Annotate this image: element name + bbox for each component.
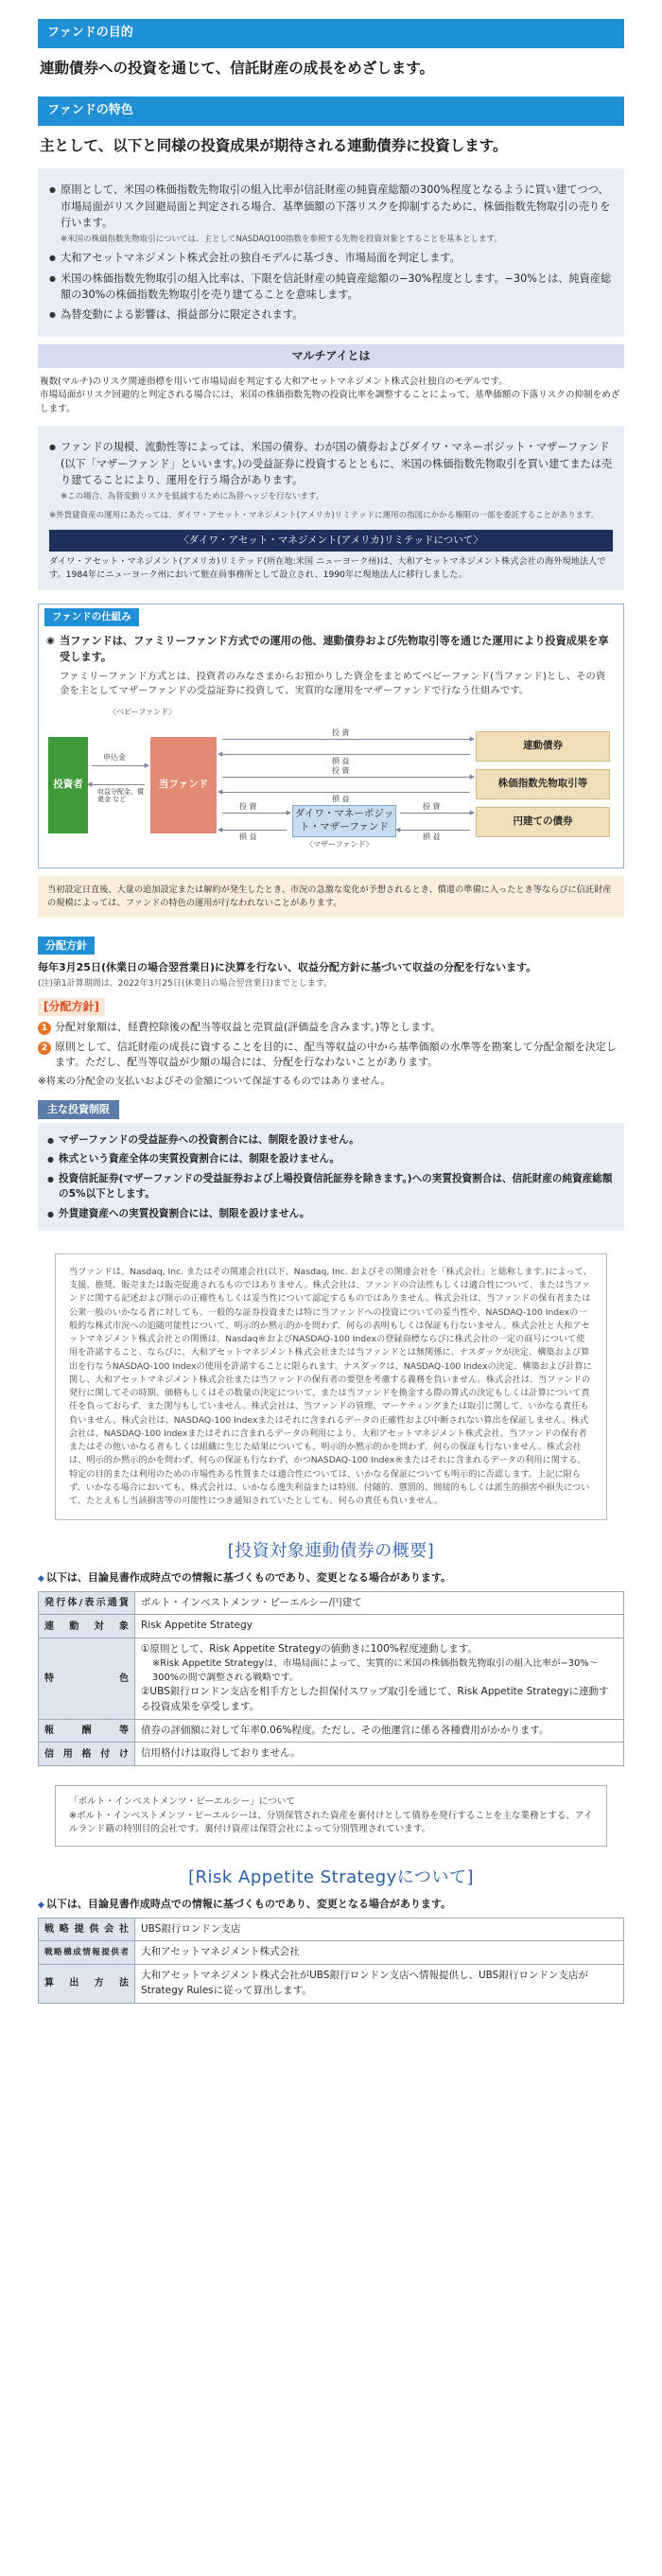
- mechanism-tab: ファンドの仕組み: [44, 608, 139, 626]
- mechanism-desc: ファミリーファンド方式とは、投資者のみなさまからお預かりした資金をまとめてベビーファンド(当ファンド)とし、その資金を主としてマザーファンドの受益証券に投資して、実質的な運用をマザーファンドで行なう仕組みです。: [60, 670, 606, 697]
- distribution-sub: (注)第1計算期間は、2022年3月25日(休業日の場合翌営業日)までとします。: [38, 978, 333, 989]
- distribution-tab: 分配方針: [38, 937, 95, 955]
- ras-table: [38, 1918, 624, 2004]
- feature-bullet: ● 為替変動による影響は、損益部分に限定されます。: [49, 307, 613, 323]
- features-lead: 主として、以下と同様の投資成果が期待される連動債券に投資します。: [40, 136, 508, 154]
- row-key: 戦略提供会社: [39, 1918, 135, 1941]
- mother-fund-label: 〈マザーファンド〉: [305, 839, 374, 849]
- distribution-text: 毎年3月25日(休業日の場合翌営業日)に決算を行ない、収益分配方針に基づいて収益の分配を行ないます。: [38, 961, 537, 974]
- row-value: 大和アセットマネジメント株式会社がUBS銀行ロンドン支店へ情報提供し、UBS銀行ロンドン支店がStrategy Rulesに従って算出します。: [135, 1965, 624, 2004]
- limits-tab: 主な投資制限: [38, 1100, 119, 1119]
- feature-bullet: ● 大和アセットマネジメント株式会社の独自モデルに基づき、市場局面を判定します。: [49, 250, 613, 266]
- bolt-heading: 「ボルト・インベストメンツ・ピーエルシー」について: [69, 1796, 295, 1808]
- table-row: [39, 1615, 624, 1638]
- invest-arrow-1: [222, 739, 470, 740]
- invest-label-2: 投 資: [332, 765, 350, 775]
- limits-box: [38, 1123, 624, 1231]
- row-key: 特色: [39, 1638, 135, 1720]
- fund-scale-bullet: ● ファンドの規模、流動性等によっては、米国の債券、わが国の債券およびダイワ・マネーポジット・マザーファンド(以下「マザーファンド」といいます。)の受益証券に投資するとともに、米国の株価指数先物取引を買い建てまたは売り建てることにより、運用を行う場合があります。: [49, 439, 613, 488]
- subscribe-label: 申込金: [103, 752, 126, 762]
- row-key: 信用格付け: [39, 1743, 135, 1766]
- feature-2: ②UBS銀行ロンドン支店を相手方とした担保付スワップ取引を通じて、Risk Appetite Strategyに連動する投資成果を享受します。: [141, 1686, 609, 1712]
- purpose-lead: 連動債券への投資を通じて、信託財産の成長をめざします。: [40, 59, 434, 77]
- row-value: Risk Appetite Strategy: [135, 1615, 624, 1638]
- distribution-item: [38, 1040, 624, 1071]
- limit-item: ● 株式という資産全体の実質投資割合には、制限を設けません。: [47, 1151, 615, 1166]
- profit-arrow-1: [222, 754, 470, 755]
- profit-arrow-3: [222, 830, 287, 831]
- feature-1-note: ※Risk Appetite Strategyは、市場局面によって、実質的に米国の株価指数先物取引の組入比率が−30%〜300%の間で調整される戦略です。: [152, 1657, 599, 1683]
- mechanism-box: [38, 604, 624, 868]
- limit-item: ● 外貨建資産への実質投資割合には、制限を設けません。: [47, 1206, 615, 1221]
- profit-arrow-2: [222, 792, 470, 793]
- row-key: 報酬等: [39, 1719, 135, 1743]
- mother-fund-box: ダイワ・マネーポジット・マザーファンド: [292, 805, 396, 837]
- item-number: 1: [38, 1022, 51, 1035]
- nasdaq-disclaimer: 当ファンドは、Nasdaq, Inc. またはその関連会社(以下、Nasdaq, Inc. およびその関連会社を「株式会社」と総称します。)によって、支援、推奨、販売または販売促進されるものではありません。株式会社は、ファンドの合法性もしくは適合性について、または当ファンドに関する記述および開示の正確性もしくは妥当性について認定するものではありません。株式会社は、当ファンドの保有者または公衆一般のいかなる者に対しても、一般的な証券投資または特に当ファンドへの投資についての妥当性や、NASDAQ-100 Indexの一般的な株式市況への追随可能性について、明示的か黙示的かを問わず、何らの表明もしくは保証も行ないません。株式会社と大和アセットマネジメント株式会社との関係は、Nasdaq®およびNASDAQ-100 Indexの登録商標ならびに株式会社の一定の商号について使用を許諾すること、ならびに、大和アセットマネジメント株式会社または当ファンドとは無関係に、ナスダックが決定、構築および算出を行なうNASDAQ-100 Indexの使用を許諾することに限られます。ナスダックは、NASDAQ-100 Indexの決定、構築および計算に関し、大和アセットマネジメント株式会社または当ファンドの保有者の要望を考慮する義務を負いません。株式会社は、当ファンドの発行に関してその時期、価格もしくはその数量の決定について、または当ファンドを換金する際の算式の決定もしくは計算について責任を負っておらず、また関与もしていません。株式会社は、当ファンドの管理、マーケティングまたは取引に関して、いかなる責任も負いません。株式会社は、NASDAQ-100 Indexまたはそれに含まれるデータの正確性および中断されない算出を保証しません。株式会社は、NASDAQ-100 Indexまたはそれに含まれるデータの利用により、大和アセットマネジメント株式会社、当ファンドの保有者またはその他いかなる者もしくは組織に生じた結果についても、明示的か黙示的かを問わず、何らの保証も行ないません。株式会社は、明示的か黙示的かを問わず、何らの保証も行なわず、かつNASDAQ-100 Index®またはそれに含まれるデータの利用に関する、特定の目的または利用のための市場性ある性質または適合性については、いかなる保証についても明示的に否認します。上記に限らず、いかなる場合においても、株式会社は、いかなる逸失利益または特別、付随的、懲罰的、間接的もしくは派生的損害や損失について、たとえもし当該損害等の可能性につき通知されていたとしても、何らの責任も負いません。: [55, 1253, 607, 1521]
- table-row: [39, 1638, 624, 1720]
- multi-i-text: [38, 372, 624, 420]
- feature-1: ①原則として、Risk Appetite Strategyの値動きに100%程度連動します。: [141, 1643, 478, 1656]
- item-text: 原則として、信託財産の成長に資することを目的に、配当等収益の中から基準価額の水準等を勘案して分配金額を決定します。ただし、配当等収益が少額の場合には、分配を行なわないことがあります。: [55, 1040, 617, 1069]
- row-value-features: [135, 1638, 624, 1720]
- invest-label-1: 投 資: [332, 727, 350, 737]
- mechanism-bullet: ◉ 当ファンドは、ファミリーファンド方式での運用の他、連動債券および先物取引等を通じた運用により投資成果を享受します。: [39, 630, 623, 668]
- feature-note: ※米国の株価指数先物取引については、主としてNASDAQ100指数を参照する先物を投資対象とすることを基本とします。: [61, 235, 502, 245]
- invest-arrow-4: [400, 813, 470, 814]
- table-row: [39, 1965, 624, 2004]
- family-fund-diagram: [48, 707, 614, 858]
- row-key: 連動対象: [39, 1615, 135, 1638]
- multi-i-heading: マルチアイとは: [38, 344, 624, 368]
- row-key: 算出方法: [39, 1965, 135, 2004]
- baby-fund-label: 〈ベビーファンド〉: [109, 707, 177, 716]
- table-row: [39, 1743, 624, 1766]
- invest-arrow-2: [222, 777, 470, 778]
- redeem-arrow: [92, 784, 145, 785]
- asset-yen-bond: 円建ての債券: [476, 807, 610, 837]
- asset-futures: 株価指数先物取引等: [476, 769, 610, 799]
- distribution-item: [38, 1020, 624, 1036]
- external-manager-note: ※外貨建資産の運用にあたっては、ダイワ・アセット・マネジメント(アメリカ)リミテッドに運用の指図にかかる権限の一部を委託することがあります。: [49, 511, 600, 521]
- invest-label-3: 投 資: [239, 801, 257, 811]
- row-key: 戦略構成情報提供者: [39, 1941, 135, 1965]
- limit-item: ● マザーファンドの受益証券への投資割合には、制限を設けません。: [47, 1132, 615, 1148]
- multi-i-text-2: 市場局面がリスク回避的と判定される場合には、米国の株価指数先物の投資比率を調整することによって、基準価額の下落リスクの抑制をめざします。: [40, 390, 620, 414]
- row-value: ボルト・インベストメンツ・ピーエルシー/円建て: [135, 1591, 624, 1615]
- row-value: UBS銀行ロンドン支店: [135, 1918, 624, 1941]
- bond-overview-title: [投資対象連動債券の概要]: [227, 1541, 435, 1562]
- row-value: 信用格付けは取得しておりません。: [135, 1743, 624, 1766]
- bond-overview-table: [38, 1591, 624, 1767]
- bolt-box: [55, 1785, 607, 1847]
- bolt-text: ※ボルト・インベストメンツ・ピーエルシーは、分別保管された資産を裏付けとして債券を発行することを主な業務とする、アイルランド籍の特別目的会社です。裏付け資産は保管会社によって分別管理されています。: [69, 1810, 593, 1835]
- invest-arrow-3: [222, 813, 287, 814]
- multi-i-text-1: 複数(マルチ)のリスク関連指標を用いて市場局面を判定する大和アセットマネジメント株式会社独自のモデルです。: [40, 376, 508, 387]
- row-value: 債券の評価額に対して年率0.06%程度。ただし、その他運営に係る各種費用がかかります。: [135, 1719, 624, 1743]
- invest-label-4: 投 資: [423, 801, 441, 811]
- feature-bullet: ● 原則として、米国の株価指数先物取引の組入比率が信託財産の純資産総額の300%程度となるように買い建てつつ、市場局面がリスク回避局面と判定される場合、基準価額の下落リスクを抑制するために、株価指数先物取引の売りを行います。: [49, 182, 613, 231]
- feature-bullet: ● 米国の株価指数先物取引の組入比率は、下限を信託財産の純資産総額の−30%程度とします。−30%とは、純資産総額の30%の株価指数先物取引を売り建てることを意味します。: [49, 271, 613, 304]
- fund-scale-note: ※この場合、為替変動リスクを低減するために為替ヘッジを行ないます。: [61, 492, 324, 502]
- table-row: [39, 1591, 624, 1615]
- fund-scale-panel: [38, 426, 624, 590]
- operation-warning: 当初設定日直後、大量の追加設定または解約が発生したとき、市況の急激な変化が予想されるとき、償還の準備に入ったとき等ならびに信託財産の規模によっては、ファンドの特色の運用が行なわれないことがあります。: [38, 876, 624, 918]
- purpose-heading: ファンドの目的: [38, 19, 624, 48]
- distribution-note: ※将来の分配金の支払いおよびその金額について保証するものではありません。: [38, 1075, 391, 1087]
- redeem-label: 収益分配金、償還金 など: [97, 787, 144, 804]
- table-row: [39, 1719, 624, 1743]
- daiwa-america-text: ダイワ・アセット・マネジメント(アメリカ)リミテッド(所在地:米国 ニューヨーク州)は、大和アセットマネジメント株式会社の海外現地法人です。1984年にニューヨーク州において駐在員事務所として設立され、1990年に現地法人に移行しました。: [49, 556, 606, 580]
- asset-linked-bond: 連動債券: [476, 731, 610, 762]
- item-number: 2: [38, 1042, 51, 1055]
- features-panel: [38, 168, 624, 336]
- features-heading: ファンドの特色: [38, 96, 624, 126]
- bond-overview-note: ◆ 以下は、目論見書作成時点での情報に基づくものであり、変更となる場合があります。: [38, 1570, 624, 1586]
- row-value: 大和アセットマネジメント株式会社: [135, 1941, 624, 1965]
- row-key: 発行体/表示通貨: [39, 1591, 135, 1615]
- ras-note: ◆ 以下は、目論見書作成時点での情報に基づくものであり、変更となる場合があります。: [38, 1897, 624, 1912]
- profit-label-1: 損 益: [332, 756, 350, 765]
- limit-item: ● 投資信託証券(マザーファンドの受益証券および上場投資信託証券を除きます。)への実質投資割合は、信託財産の純資産総額の5%以下とします。: [47, 1171, 615, 1202]
- daiwa-america-heading: 〈ダイワ・アセット・マネジメント(アメリカ)リミテッドについて〉: [49, 530, 613, 552]
- subscribe-arrow: [92, 765, 145, 766]
- profit-label-3: 損 益: [239, 832, 257, 841]
- baby-fund-box: 当ファンド: [150, 737, 217, 833]
- profit-arrow-4: [400, 830, 470, 831]
- ras-title: [Risk Appetite Strategyについて]: [188, 1867, 474, 1888]
- distribution-policy-heading: [分配方針]: [38, 998, 105, 1016]
- table-row: [39, 1918, 624, 1941]
- table-row: [39, 1941, 624, 1965]
- item-text: 分配対象額は、経費控除後の配当等収益と売買益(評価益を含みます。)等とします。: [55, 1021, 442, 1034]
- profit-label-2: 損 益: [332, 794, 350, 803]
- profit-label-4: 損 益: [423, 832, 441, 841]
- investor-box: 投資者: [48, 737, 88, 833]
